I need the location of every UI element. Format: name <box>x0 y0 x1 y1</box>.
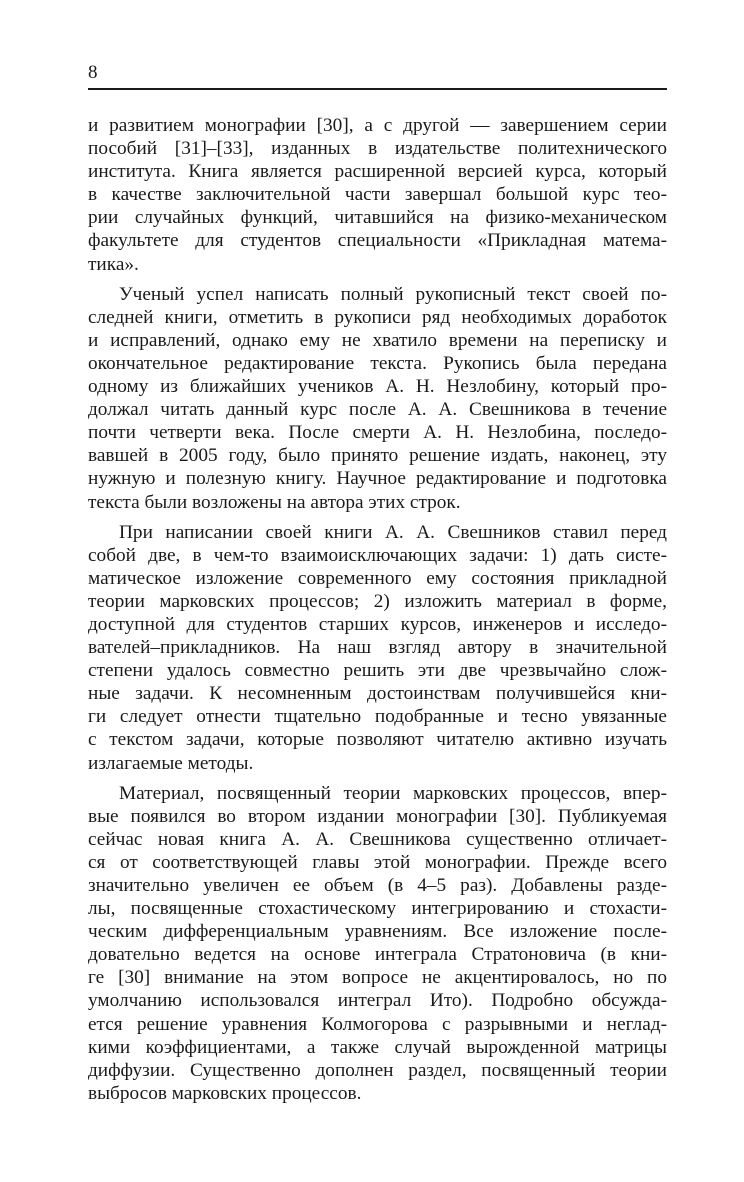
text-line: текста были возложены на автора этих строк. <box>88 491 461 513</box>
text-line: пособий [31]–[33], изданных в издательстве политехнического <box>88 138 667 160</box>
text-line: значительно увеличен ее объем (в 4–5 раз). Добавлены разде- <box>88 875 667 896</box>
text-line: ческим дифференциальным уравнениям. Все изложение после- <box>88 921 667 943</box>
paragraph-4 <box>88 782 667 1105</box>
text-line: Материал, посвященный теории марковских процессов, впер- <box>119 782 667 804</box>
text-line: одному из ближайших учеников А. Н. Незлобину, который про- <box>88 376 667 398</box>
paragraph-3 <box>88 521 667 775</box>
text-line: доступной для студентов старших курсов, инженеров и исследо- <box>88 613 667 635</box>
text-line: тика». <box>88 253 139 275</box>
text-line: с текстом задачи, которые позволяют читателю активно изучать <box>88 729 667 751</box>
text-line: вателей–прикладников. На наш взгляд автору в значительной <box>88 637 667 659</box>
text-line: сейчас новая книга А. А. Свешникова существенно отличает- <box>88 828 667 850</box>
text-line: довательно ведется на основе интеграла Стратоновича (в кни- <box>88 944 667 966</box>
text-line: в качестве заключительной части завершал большой курс тео- <box>88 184 667 206</box>
paragraph-1 <box>88 114 667 276</box>
text-line: вавшей в 2005 году, было принято решение издать, наконец, эту <box>88 445 667 467</box>
text-line: и развитием монографии [30], а с другой — завершением серии <box>88 115 667 136</box>
text-line: умолчанию использовался интеграл Ито). Подробно обсужда- <box>88 990 667 1012</box>
text-line: рии случайных функций, читавшийся на физико-механическом <box>88 207 667 229</box>
text-line: ге [30] внимание на этом вопросе не акцентировалось, но по <box>88 967 667 989</box>
text-line: и исправлений, однако ему не хватило времени на переписку и <box>88 329 667 351</box>
paragraph-2 <box>88 283 667 514</box>
body-text <box>88 114 667 1105</box>
text-line: кими коэффициентами, а также случай вырожденной матрицы <box>88 1036 667 1058</box>
page-number: 8 <box>88 62 98 83</box>
text-line: нужную и полезную книгу. Научное редактирование и подготовка <box>88 468 667 490</box>
text-line: ся от соответствующей главы этой монографии. Прежде всего <box>88 851 667 873</box>
text-line: вые появился во втором издании монографии [30]. Публикуемая <box>88 805 667 827</box>
text-line: почти четверти века. После смерти А. Н. Незлобина, последо- <box>88 422 667 444</box>
text-line: следней книги, отметить в рукописи ряд необходимых доработок <box>88 306 667 328</box>
text-line: излагаемые методы. <box>88 752 254 774</box>
text-line: выбросов марковских процессов. <box>88 1082 362 1104</box>
text-line: лы, посвященные стохастическому интегрированию и стохасти- <box>88 898 667 920</box>
text-line: теории марковских процессов; 2) изложить материал в форме, <box>88 590 667 612</box>
header-rule <box>88 88 667 90</box>
text-line: степени удалось совместно решить эти две чрезвычайно слож- <box>88 660 667 682</box>
text-line: матическое изложение современного ему состояния прикладной <box>88 567 667 589</box>
text-line: ги следует отнести тщательно подобранные и тесно увязанные <box>88 706 667 728</box>
text-line: ные задачи. К несомненным достоинствам получившейся кни- <box>88 683 667 705</box>
text-line: окончательное редактирование текста. Рукопись была передана <box>88 352 667 374</box>
text-line: собой две, в чем-то взаимоисключающих задачи: 1) дать систе- <box>88 544 667 566</box>
text-line: должал читать данный курс после А. А. Свешникова в течение <box>88 399 667 421</box>
text-line: диффузии. Существенно дополнен раздел, посвященный теории <box>88 1059 667 1081</box>
text-line: Ученый успел написать полный рукописный текст своей по- <box>119 283 667 305</box>
text-line: ется решение уравнения Колмогорова с разрывными и неглад- <box>88 1013 667 1035</box>
text-line: При написании своей книги А. А. Свешников ставил перед <box>119 521 667 543</box>
text-line: факультете для студентов специальности «Прикладная матема- <box>88 230 667 252</box>
text-line: института. Книга является расширенной версией курса, который <box>88 161 667 183</box>
